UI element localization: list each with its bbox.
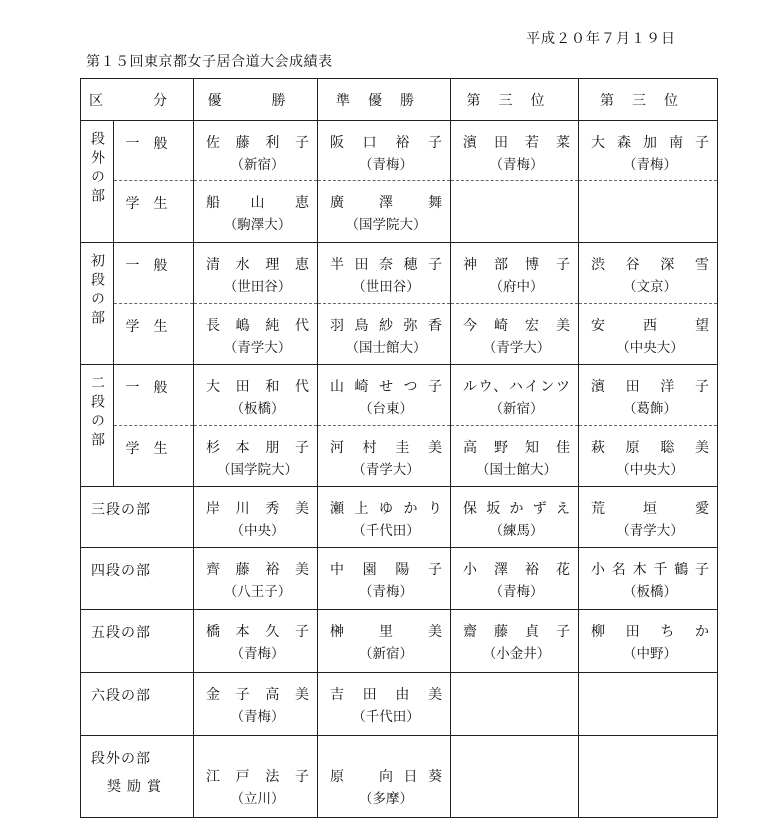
winner-affiliation: （青梅） — [359, 157, 413, 173]
winner-affiliation: （府中） — [489, 279, 544, 295]
winner-name: 瀬上ゆかり — [330, 501, 442, 517]
winner-cell — [318, 548, 451, 610]
winner-cell — [579, 304, 718, 365]
table-row — [81, 736, 718, 818]
winner-name: 齊藤裕美 — [206, 562, 309, 578]
winner-name: 橋本久子 — [206, 624, 309, 640]
winner-name: 大森加南子 — [591, 135, 709, 151]
winner-affiliation: （青梅） — [359, 584, 413, 600]
winner-affiliation: （青梅） — [623, 157, 677, 173]
winner-name: 杉本朋子 — [206, 440, 309, 456]
winner-name: 吉田由美 — [330, 687, 442, 703]
winner-cell — [579, 365, 718, 426]
table-row — [81, 121, 718, 181]
category-cell: 学生 — [114, 426, 194, 487]
division-cell — [81, 610, 194, 673]
winner-cell — [318, 304, 451, 365]
winner-name: 廣澤舞 — [330, 195, 442, 211]
table-row — [81, 304, 718, 365]
winner-cell — [579, 487, 718, 548]
winner-affiliation: （練馬） — [489, 523, 544, 539]
winner-cell — [318, 610, 451, 673]
winner-cell — [194, 736, 318, 818]
table-row — [81, 548, 718, 610]
header-second-place: 準優勝 — [318, 79, 451, 121]
category-cell: 学生 — [114, 304, 194, 365]
header-division: 区 分 — [81, 79, 194, 121]
division-label: 三段の部 — [91, 502, 151, 518]
group-label: 二段の部 — [89, 375, 105, 451]
winner-affiliation: （板橋） — [230, 401, 285, 417]
division-sublabel: 奨励賞 — [107, 779, 167, 795]
winner-affiliation: （板橋） — [623, 584, 677, 600]
winner-affiliation: （青学大） — [482, 340, 551, 356]
winner-cell — [451, 121, 579, 181]
category-cell: 一般 — [114, 121, 194, 181]
table-row — [81, 181, 718, 243]
group-cell — [81, 243, 114, 365]
winner-affiliation: （国士館大） — [476, 462, 557, 478]
winner-affiliation: （青学大） — [223, 340, 292, 356]
winner-cell — [579, 673, 718, 736]
winner-cell — [318, 426, 451, 487]
winner-cell — [194, 304, 318, 365]
group-cell — [81, 121, 114, 243]
winner-name: 原 向日葵 — [330, 769, 442, 785]
division-cell — [81, 736, 194, 818]
winner-affiliation: （青梅） — [489, 584, 544, 600]
winner-cell — [579, 426, 718, 487]
document-date: 平成２０年７月１９日 — [526, 31, 676, 47]
winner-name: 保坂かずえ — [463, 501, 570, 517]
winner-name: 荒垣愛 — [591, 501, 709, 517]
winner-affiliation: （新宿） — [489, 401, 544, 417]
winner-affiliation: （文京） — [623, 279, 677, 295]
category-cell: 一般 — [114, 365, 194, 426]
header-third-place-b: 第三位 — [579, 79, 718, 121]
winner-affiliation: （八王子） — [223, 584, 292, 600]
winner-cell — [318, 243, 451, 304]
winner-affiliation: （立川） — [230, 791, 285, 807]
winner-affiliation: （葛飾） — [623, 401, 677, 417]
winner-name: 柳田ちか — [591, 624, 709, 640]
division-label: 四段の部 — [91, 563, 151, 579]
winner-affiliation: （世田谷） — [223, 279, 292, 295]
winner-cell — [194, 487, 318, 548]
winner-affiliation: （青学大） — [352, 462, 420, 478]
winner-cell — [194, 673, 318, 736]
division-label: 五段の部 — [91, 625, 151, 641]
results-table — [80, 78, 718, 818]
group-cell — [81, 365, 114, 487]
winner-name: 金子高美 — [206, 687, 309, 703]
winner-cell — [451, 365, 579, 426]
division-cell — [81, 487, 194, 548]
winner-name: 羽鳥紗弥香 — [330, 318, 442, 334]
winner-affiliation: （世田谷） — [352, 279, 420, 295]
winner-affiliation: （青梅） — [230, 646, 285, 662]
winner-affiliation: （千代田） — [352, 523, 420, 539]
winner-cell — [194, 121, 318, 181]
winner-cell — [579, 610, 718, 673]
winner-name: 清水理恵 — [206, 257, 309, 273]
winner-cell — [194, 610, 318, 673]
winner-affiliation: （青梅） — [489, 157, 544, 173]
winner-affiliation: （中央大） — [616, 462, 684, 478]
winner-affiliation: （台東） — [359, 401, 413, 417]
winner-name: 神部博子 — [463, 257, 570, 273]
winner-affiliation: （国学院大） — [345, 217, 427, 233]
winner-name: 岸川秀美 — [206, 501, 309, 517]
category-cell: 学生 — [114, 181, 194, 243]
winner-cell — [318, 365, 451, 426]
division-cell — [81, 673, 194, 736]
table-row — [81, 365, 718, 426]
winner-cell — [579, 243, 718, 304]
winner-name: 小名木千鶴子 — [591, 562, 709, 578]
table-row — [81, 610, 718, 673]
winner-name: 濱田洋子 — [591, 379, 709, 395]
division-label: 段外の部 — [91, 751, 151, 767]
winner-cell — [194, 181, 318, 243]
winner-affiliation: （青学大） — [616, 523, 684, 539]
division-label: 六段の部 — [91, 688, 151, 704]
header-third-place-a: 第三位 — [451, 79, 579, 121]
winner-affiliation: （青梅） — [230, 709, 285, 725]
winner-name: 濱田若菜 — [463, 135, 570, 151]
winner-cell — [451, 243, 579, 304]
winner-name: 大田和代 — [206, 379, 309, 395]
table-row — [81, 673, 718, 736]
winner-name: 今崎宏美 — [463, 318, 570, 334]
winner-affiliation: （新宿） — [230, 157, 285, 173]
winner-cell — [318, 673, 451, 736]
winner-cell — [194, 548, 318, 610]
winner-cell — [451, 548, 579, 610]
winner-cell — [194, 243, 318, 304]
winner-affiliation: （新宿） — [359, 646, 413, 662]
winner-cell — [579, 121, 718, 181]
winner-affiliation: （中央大） — [616, 340, 684, 356]
winner-cell — [318, 121, 451, 181]
table-row — [81, 487, 718, 548]
winner-affiliation: （千代田） — [352, 709, 420, 725]
winner-name: 萩原聡美 — [591, 440, 709, 456]
division-cell — [81, 548, 194, 610]
winner-cell — [194, 365, 318, 426]
winner-affiliation: （駒澤大） — [223, 217, 292, 233]
winner-name: ルウ、ハインツ — [463, 379, 570, 395]
winner-name: 高野知佳 — [463, 440, 570, 456]
winner-cell — [318, 736, 451, 818]
group-label: 段外の部 — [89, 131, 105, 207]
winner-cell — [451, 487, 579, 548]
winner-name: 江戸法子 — [206, 769, 309, 785]
winner-cell — [451, 426, 579, 487]
winner-name: 河村圭美 — [330, 440, 442, 456]
header-row — [81, 79, 718, 121]
header-first-place: 優 勝 — [194, 79, 318, 121]
winner-affiliation: （小金井） — [482, 646, 551, 662]
winner-affiliation: （中野） — [623, 646, 677, 662]
winner-name: 渋谷深雪 — [591, 257, 709, 273]
winner-name: 小澤裕花 — [463, 562, 570, 578]
winner-affiliation: （多摩） — [359, 791, 413, 807]
winner-name: 半田奈穂子 — [330, 257, 442, 273]
table-row — [81, 243, 718, 304]
category-cell: 一般 — [114, 243, 194, 304]
winner-name: 船山恵 — [206, 195, 309, 211]
winner-affiliation: （中央） — [230, 523, 285, 539]
winner-cell — [318, 181, 451, 243]
winner-name: 山崎せつ子 — [330, 379, 442, 395]
table-row — [81, 426, 718, 487]
winner-affiliation: （国士館大） — [345, 340, 427, 356]
winner-affiliation: （国学院大） — [217, 462, 298, 478]
winner-cell — [451, 673, 579, 736]
winner-name: 安西望 — [591, 318, 709, 334]
winner-cell — [579, 736, 718, 818]
winner-name: 佐藤利子 — [206, 135, 309, 151]
document-title: 第１５回東京都女子居合道大会成績表 — [86, 54, 333, 70]
winner-cell — [451, 304, 579, 365]
winner-cell — [579, 548, 718, 610]
winner-name: 榊里美 — [330, 624, 442, 640]
winner-cell — [451, 736, 579, 818]
winner-name: 長嶋純代 — [206, 318, 309, 334]
winner-cell — [318, 487, 451, 548]
winner-cell — [451, 181, 579, 243]
group-label: 初段の部 — [89, 253, 105, 329]
winner-cell — [451, 610, 579, 673]
winner-name: 齋藤貞子 — [463, 624, 570, 640]
winner-cell — [194, 426, 318, 487]
winner-name: 阪口裕子 — [330, 135, 442, 151]
winner-cell — [579, 181, 718, 243]
winner-name: 中園陽子 — [330, 562, 442, 578]
